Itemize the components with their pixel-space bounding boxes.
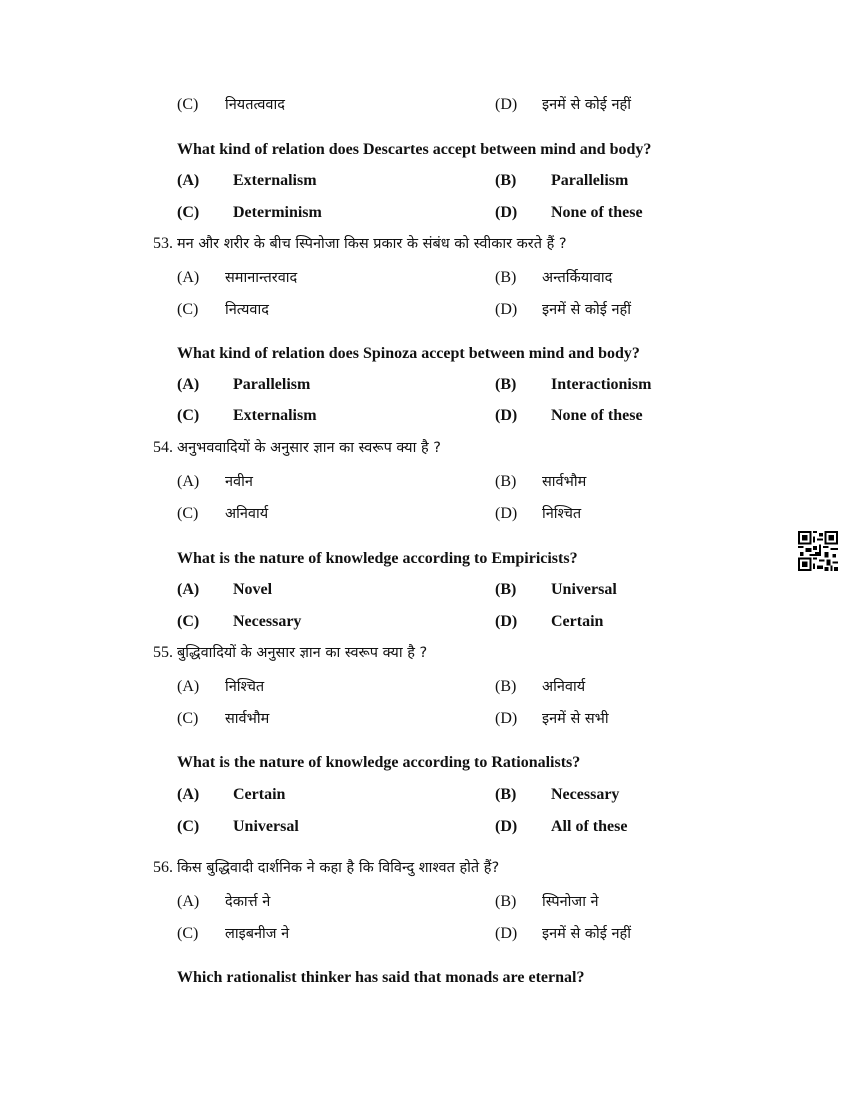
option-label: (A) (177, 269, 200, 286)
option-text: Certain (233, 786, 286, 803)
option-label: (B) (495, 786, 517, 803)
option-text: इनमें से कोई नहीं (542, 926, 631, 942)
option-text: नियतत्ववाद (225, 97, 285, 113)
question-text: अनुभववादियों के अनुसार ज्ञान का स्वरूप क्या है ? (177, 440, 441, 456)
question-number: 55. (153, 644, 173, 661)
option-text: None of these (551, 204, 643, 221)
option-label: (D) (495, 204, 518, 221)
option-text: निश्चित (225, 679, 265, 695)
option-label: (D) (495, 505, 518, 522)
question-number: 53. (153, 235, 173, 252)
option-label: (A) (177, 786, 200, 803)
option-text: सार्वभौम (225, 711, 270, 727)
option-text: अन्तर्कियावाद (542, 270, 613, 286)
question-text: मन और शरीर के बीच स्पिनोजा किस प्रकार के संबंध को स्वीकार करते हैं ? (177, 236, 567, 252)
option-text: Parallelism (233, 376, 311, 393)
option-label: (D) (495, 613, 518, 630)
option-text: Determinism (233, 204, 322, 221)
question-text: Which rationalist thinker has said that monads are eternal? (177, 969, 585, 986)
option-text: समानान्तरवाद (225, 270, 298, 286)
option-label: (A) (177, 581, 200, 598)
option-label: (A) (177, 172, 200, 189)
option-label: (C) (177, 710, 199, 727)
option-label: (C) (177, 613, 200, 630)
option-text: None of these (551, 407, 643, 424)
option-label: (D) (495, 407, 518, 424)
option-text: स्पिनोजा ने (542, 894, 599, 910)
option-text: अनिवार्य (225, 506, 269, 522)
option-label: (B) (495, 581, 517, 598)
option-text: इनमें से सभी (542, 711, 609, 727)
option-label: (B) (495, 893, 517, 910)
option-text: Certain (551, 613, 604, 630)
option-label: (B) (495, 172, 517, 189)
option-text: लाइबनीज ने (225, 926, 290, 942)
option-label: (B) (495, 473, 517, 490)
option-text: नित्यवाद (225, 302, 269, 318)
option-text: Externalism (233, 407, 317, 424)
question-text: What is the nature of knowledge according to Rationalists? (177, 754, 581, 771)
option-text: Necessary (551, 786, 620, 803)
option-label: (B) (495, 678, 517, 695)
option-label: (D) (495, 96, 518, 113)
option-label: (C) (177, 96, 199, 113)
option-text: निश्चित (542, 506, 582, 522)
qr-code-icon (798, 531, 838, 571)
question-number: 54. (153, 439, 173, 456)
question-text: What kind of relation does Descartes accept between mind and body? (177, 141, 652, 158)
option-text: Universal (551, 581, 617, 598)
option-text: Novel (233, 581, 273, 598)
option-label: (D) (495, 925, 518, 942)
question-text: What is the nature of knowledge according to Empiricists? (177, 550, 578, 567)
option-text: देकार्त्त ने (225, 894, 271, 910)
option-label: (A) (177, 678, 200, 695)
option-label: (D) (495, 818, 518, 835)
option-label: (D) (495, 301, 518, 318)
question-number: 56. (153, 859, 173, 876)
option-text: Universal (233, 818, 299, 835)
question-text: बुद्धिवादियों के अनुसार ज्ञान का स्वरूप क्या है ? (177, 645, 428, 661)
option-label: (C) (177, 818, 200, 835)
option-text: Interactionism (551, 376, 652, 393)
option-text: अनिवार्य (542, 679, 586, 695)
option-text: Necessary (233, 613, 302, 630)
option-label: (C) (177, 505, 199, 522)
option-text: नवीन (225, 474, 253, 490)
option-label: (D) (495, 710, 518, 727)
option-label: (B) (495, 376, 517, 393)
option-label: (C) (177, 925, 199, 942)
option-label: (A) (177, 893, 200, 910)
option-label: (A) (177, 376, 200, 393)
option-text: इनमें से कोई नहीं (542, 97, 631, 113)
question-text: किस बुद्धिवादी दार्शनिक ने कहा है कि विविन्दु शाश्वत होते हैं? (177, 860, 500, 876)
option-text: All of these (551, 818, 628, 835)
option-label: (A) (177, 473, 200, 490)
option-text: सार्वभौम (542, 474, 587, 490)
option-label: (C) (177, 407, 200, 424)
option-label: (C) (177, 301, 199, 318)
option-label: (B) (495, 269, 517, 286)
option-text: इनमें से कोई नहीं (542, 302, 631, 318)
option-label: (C) (177, 204, 200, 221)
option-text: Externalism (233, 172, 317, 189)
option-text: Parallelism (551, 172, 629, 189)
question-text: What kind of relation does Spinoza accept between mind and body? (177, 345, 640, 362)
